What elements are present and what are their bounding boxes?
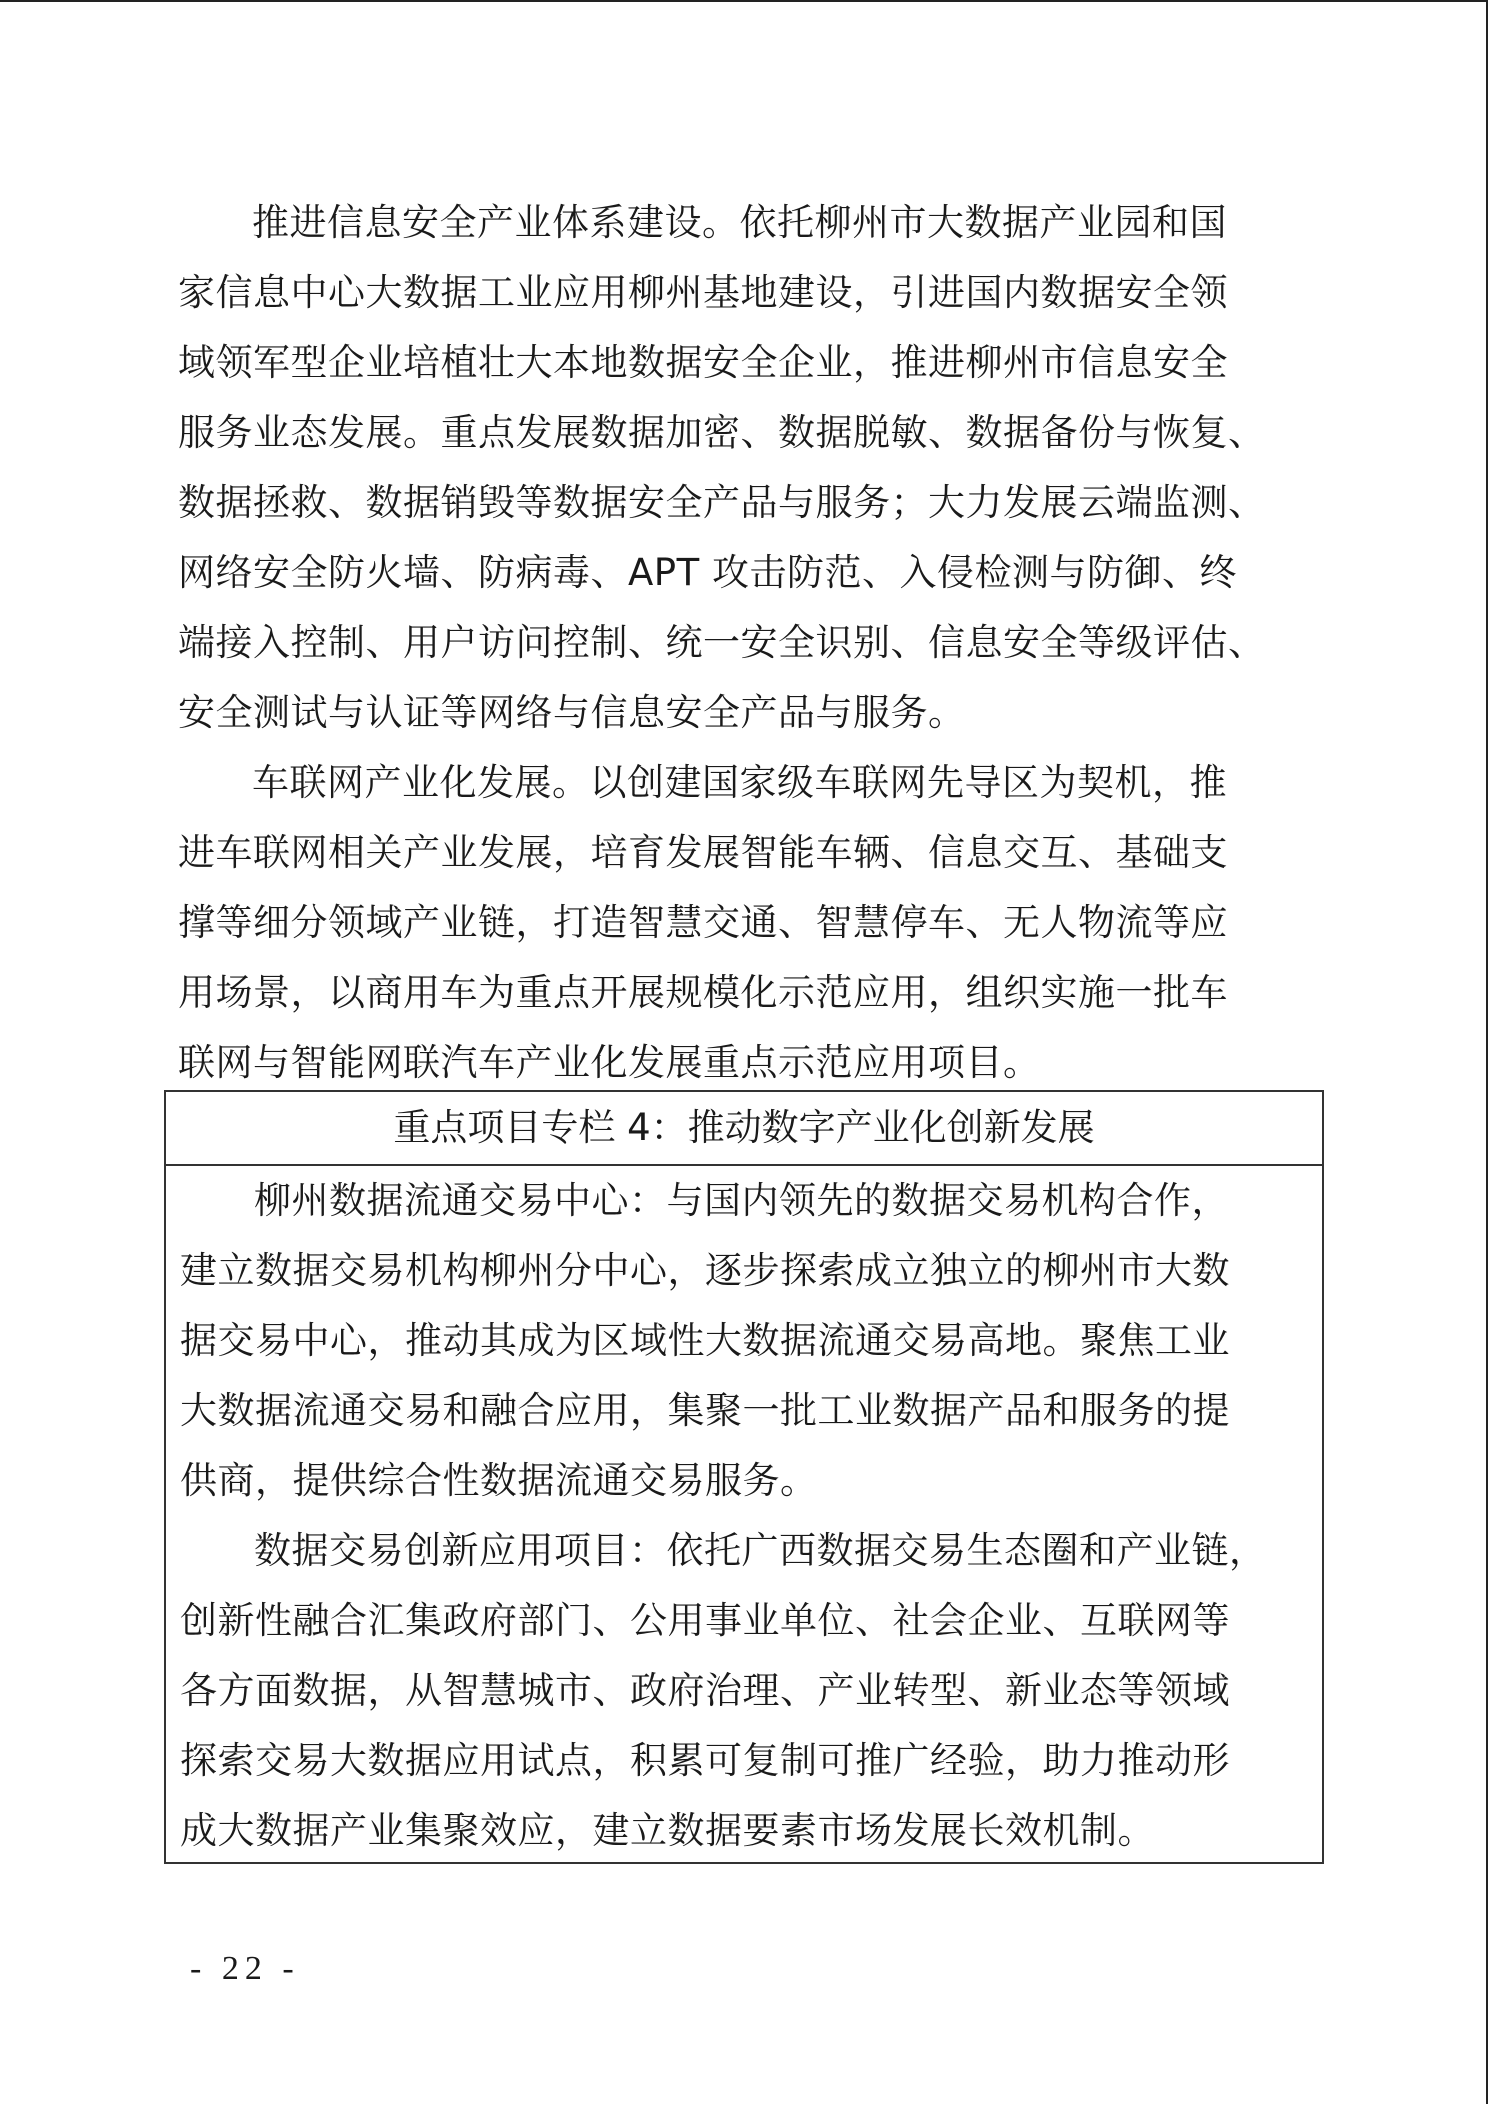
- text-line: 据交易中心，推动其成为区域性大数据流通交易高地。聚焦工业: [180, 1319, 1230, 1362]
- text-line: 进车联网相关产业发展，培育发展智能车辆、信息交互、基础支: [178, 831, 1228, 874]
- text-line: 成大数据产业集聚效应，建立数据要素市场发展长效机制。: [180, 1809, 1155, 1852]
- text-line: 网络安全防火墙、防病毒、APT 攻击防范、入侵检测与防御、终: [178, 551, 1237, 594]
- text-line: 家信息中心大数据工业应用柳州基地建设，引进国内数据安全领: [178, 271, 1228, 314]
- body-text: [178, 188, 1318, 1098]
- text-line: 数据交易创新应用项目：依托广西数据交易生态圈和产业链，: [254, 1529, 1267, 1572]
- text-line: 服务业态发展。重点发展数据加密、数据脱敏、数据备份与恢复、: [178, 411, 1266, 454]
- text-line: 车联网产业化发展。以创建国家级车联网先导区为契机，推: [252, 761, 1227, 804]
- text-line: 撑等细分领域产业链，打造智慧交通、智慧停车、无人物流等应: [178, 901, 1228, 944]
- text-line: 数据拯救、数据销毁等数据安全产品与服务；大力发展云端监测、: [178, 481, 1266, 524]
- paragraph-data-exchange-center: [180, 1166, 1310, 1516]
- text-line: 推进信息安全产业体系建设。依托柳州市大数据产业园和国: [252, 201, 1227, 244]
- text-line: 探索交易大数据应用试点，积累可复制可推广经验，助力推动形: [180, 1739, 1230, 1782]
- key-project-box: [164, 1090, 1324, 1864]
- page-number: - 22 -: [190, 1950, 300, 1987]
- text-line: 供商，提供综合性数据流通交易服务。: [180, 1459, 818, 1502]
- text-line: 安全测试与认证等网络与信息安全产品与服务。: [178, 691, 966, 734]
- box-body: [166, 1166, 1322, 1866]
- box-title: 重点项目专栏 4：推动数字产业化创新发展: [166, 1092, 1322, 1166]
- text-line: 各方面数据，从智慧城市、政府治理、产业转型、新业态等领域: [180, 1669, 1230, 1712]
- text-line: 建立数据交易机构柳州分中心，逐步探索成立独立的柳州市大数: [180, 1249, 1230, 1292]
- page-top-border: [0, 0, 1488, 2]
- text-line: 创新性融合汇集政府部门、公用事业单位、社会企业、互联网等: [180, 1599, 1230, 1642]
- text-line: 端接入控制、用户访问控制、统一安全识别、信息安全等级评估、: [178, 621, 1266, 664]
- paragraph-data-trading-innovation: [180, 1516, 1310, 1866]
- text-line: 用场景，以商用车为重点开展规模化示范应用，组织实施一批车: [178, 971, 1228, 1014]
- text-line: 域领军型企业培植壮大本地数据安全企业，推进柳州市信息安全: [178, 341, 1228, 384]
- paragraph-info-security: [178, 188, 1318, 748]
- text-line: 大数据流通交易和融合应用，集聚一批工业数据产品和服务的提: [180, 1389, 1230, 1432]
- text-line: 联网与智能网联汽车产业化发展重点示范应用项目。: [178, 1041, 1041, 1084]
- text-line: 柳州数据流通交易中心：与国内领先的数据交易机构合作，: [254, 1179, 1229, 1222]
- paragraph-vehicle-network: [178, 748, 1318, 1098]
